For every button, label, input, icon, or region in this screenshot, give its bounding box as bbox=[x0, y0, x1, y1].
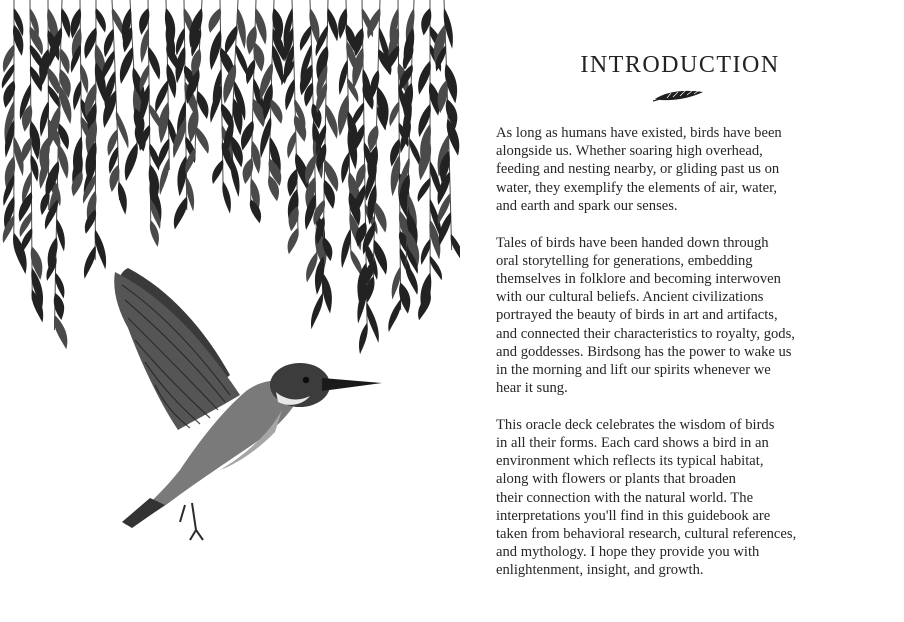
willow-leaf bbox=[322, 273, 332, 314]
text-line: enlightenment, insight, and growth. bbox=[496, 562, 704, 579]
willow-leaf bbox=[125, 143, 138, 182]
willow-leaf bbox=[22, 137, 32, 162]
text-line: As long as humans have existed, birds have been bbox=[496, 125, 782, 141]
willow-leaf bbox=[418, 178, 431, 202]
willow-leaf bbox=[40, 101, 49, 137]
bird-eye bbox=[303, 377, 309, 383]
willow-leaf bbox=[230, 157, 239, 197]
willow-leaf bbox=[212, 160, 223, 184]
bird-tail bbox=[122, 498, 165, 528]
willow-leaf bbox=[197, 91, 209, 119]
willow-leaf bbox=[56, 219, 65, 251]
paragraph bbox=[496, 234, 876, 398]
willow-leaf bbox=[159, 102, 170, 144]
willow-leaf bbox=[300, 26, 311, 51]
willow-leaf bbox=[188, 107, 199, 143]
willow-leaf bbox=[255, 8, 267, 45]
text-line: environment which reflects its typical habitat, bbox=[496, 453, 764, 470]
text-line: and earth and spark our senses. bbox=[496, 197, 678, 214]
willow-leaf bbox=[58, 144, 69, 179]
willow-leaf bbox=[339, 60, 348, 95]
willow-leaf bbox=[270, 99, 282, 124]
willow-leaf bbox=[287, 131, 296, 158]
willow-leaf bbox=[325, 104, 337, 139]
willow-leaf bbox=[236, 45, 248, 78]
introduction-text bbox=[496, 124, 876, 598]
bird-beak bbox=[322, 378, 382, 391]
willow-leaf bbox=[118, 181, 127, 214]
text-line: in all their forms. Each card shows a bird in an bbox=[496, 435, 769, 452]
willow-leaf bbox=[84, 246, 96, 279]
willow-leaf bbox=[54, 315, 67, 349]
willow-leaf bbox=[341, 229, 351, 269]
text-line: interpretations you'll find in this guidebook are bbox=[496, 507, 771, 524]
text-line: and goddesses. Birdsong has the power to wake us bbox=[496, 343, 792, 360]
text-line: along with flowers or plants that broaden bbox=[496, 471, 736, 488]
text-line: oral storytelling for generations, embedding bbox=[496, 252, 753, 269]
willow-leaf bbox=[174, 197, 188, 230]
willow-leaf bbox=[409, 139, 420, 168]
text-line: hear it sung. bbox=[496, 380, 568, 397]
text-page bbox=[470, 0, 890, 622]
willow-leaf bbox=[389, 101, 399, 126]
willow-branches bbox=[2, 0, 460, 354]
willow-leaf bbox=[148, 47, 160, 80]
willow-leaf bbox=[288, 228, 299, 255]
willow-leaf bbox=[327, 8, 338, 41]
willow-leaf bbox=[338, 95, 349, 137]
bird-front-wing bbox=[114, 272, 240, 430]
willow-leaf bbox=[73, 80, 81, 110]
paragraph bbox=[496, 416, 876, 580]
text-line: alongside us. Whether soaring high overhead, bbox=[496, 143, 763, 160]
willow-leaf bbox=[195, 126, 208, 153]
willow-leaf bbox=[311, 293, 323, 329]
text-line: water, they exemplify the elements of air, water, bbox=[496, 179, 778, 196]
willow-leaf bbox=[222, 181, 231, 213]
willow-leaf bbox=[338, 8, 347, 39]
willow-leaf bbox=[210, 30, 222, 70]
willow-leaf bbox=[388, 299, 401, 332]
willow-leaf bbox=[237, 8, 246, 49]
text-line: and connected their characteristics to royalty, gods, bbox=[496, 325, 795, 342]
text-line: with our cultural beliefs. Ancient civilizations bbox=[496, 289, 764, 306]
bird-feet bbox=[180, 503, 203, 540]
text-line: their connection with the natural world. The bbox=[496, 489, 754, 506]
text-line: feeding and nesting nearby, or gliding past us on bbox=[496, 161, 780, 178]
willow-leaf bbox=[209, 8, 222, 33]
willow-leaf bbox=[95, 230, 106, 270]
willow-leaf bbox=[366, 302, 379, 343]
willow-leaf bbox=[350, 249, 362, 276]
text-line: and mythology. I hope they provide you with bbox=[496, 544, 760, 561]
feather-icon bbox=[653, 88, 705, 104]
willow-leaf bbox=[352, 102, 364, 127]
willow-leaf bbox=[95, 8, 106, 33]
text-line: in the morning and lift our spirits whenever we bbox=[496, 361, 771, 378]
text-line: portrayed the beauty of birds in art and artifacts, bbox=[496, 307, 778, 324]
text-line: This oracle deck celebrates the wisdom of birds bbox=[496, 416, 775, 433]
kingfisher-bird bbox=[114, 268, 382, 540]
willow-leaf bbox=[177, 156, 187, 197]
willow-leaf bbox=[120, 47, 133, 84]
paragraph bbox=[496, 124, 876, 215]
text-line: taken from behavioral research, cultural references, bbox=[496, 526, 797, 543]
page-title: INTRODUCTION bbox=[580, 52, 780, 78]
willow-leaf bbox=[285, 79, 295, 111]
willow-leaf bbox=[61, 8, 70, 38]
willow-leaf bbox=[421, 239, 431, 265]
text-line: themselves in folklore and becoming interwoven bbox=[496, 270, 781, 287]
willow-leaf bbox=[430, 256, 442, 281]
text-line: Tales of birds have been handed down through bbox=[496, 234, 769, 251]
willow-leaf bbox=[359, 323, 368, 354]
